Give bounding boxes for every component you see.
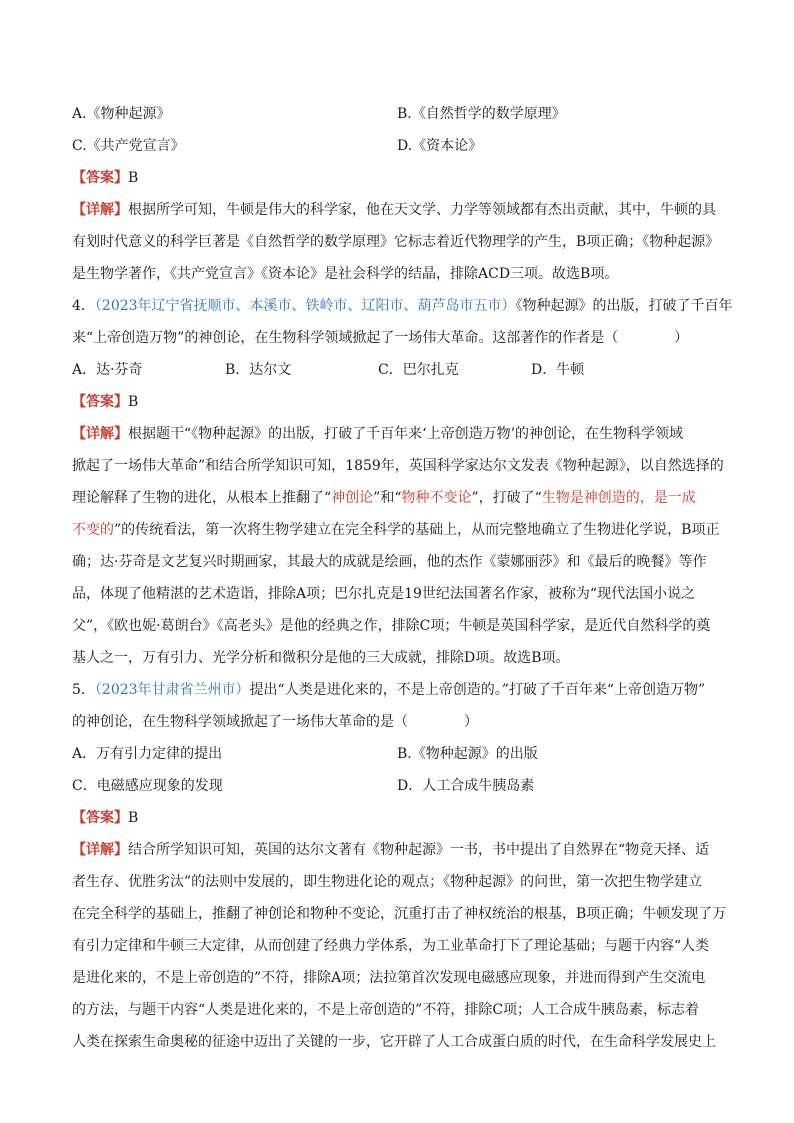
q4-options [72,354,722,386]
q3-answer-value: B [128,170,139,186]
q4-detail-line: 基人之一，万有引力、光学分析和微积分是他的三大成就，排除D项。故选B项。 [72,650,570,666]
q4-stem-line: 来“上帝创造万物”的神创论，在生物科学领域掀起了一场伟大革命。这部著作的作者是（ ） [72,330,689,346]
q5-answer [72,802,722,834]
q5-detail-line: 在完全科学的基础上，推翻了神创论和物种不变论，沉重打击了神权统治的根基，B项正确；牛顿发现了万 [72,906,727,922]
q3-detail-line: 有划时代意义的科学巨著是《自然哲学的数学原理》它标志着近代物理学的产生，B项正确；《物种起源》 [72,234,720,250]
q5-detail-line: 有引力定律和牛顿三大定律，从而创建了经典力学体系，为工业革命打下了理论基础；与题干内容“人类 [72,938,710,954]
q4-option-d: D．牛顿 [531,362,585,378]
q5-stem-line: 提出“人类是进化来的，不是上帝创造的。”打破了千百年来“上帝创造万物” [249,682,706,698]
q4-number: 4． [72,298,95,314]
q4-detail-line: 掀起了一场伟大革命”和结合所学知识可知，1859年，英国科学家达尔文发表《物种起源》，以自然选择的 [72,458,724,474]
q3-option-d: D.《资本论》 [397,138,483,154]
q5-number: 5． [72,682,95,698]
q5-options-row-2 [72,770,722,802]
q3-detail-tag: 【详解】 [72,202,128,218]
q3-answer-tag: 【答案】 [72,170,128,186]
q4-detail-text: ”，打破了“ [471,490,542,506]
q4-detail-highlight: 不变的 [72,522,114,538]
q4-detail-line: 确；达·芬奇是文艺复兴时期画家，其最大的成就是绘画，他的杰作《蒙娜丽莎》和《最后的晚餐》等作 [72,554,707,570]
q5-stem-line: 的神创论，在生物科学领域掀起了一场伟大革命的是（ ） [72,714,478,730]
q5-option-b: B.《物种起源》的出版 [397,746,538,762]
q4-detail-highlight: 生物是神创造的，是一成 [541,490,696,506]
q4-answer [72,386,722,418]
q4-detail-line: 品，体现了他精湛的艺术造诣，排除A项；巴尔扎克是19世纪法国著名作家，被称为“现代法国小说之 [72,586,696,602]
q3-options-row-2 [72,130,722,162]
q4-answer-value: B [128,394,139,410]
q5-source: （2023年甘肃省兰州市） [94,682,250,698]
q4-detail-tag: 【详解】 [72,426,128,442]
q4-detail-highlight: 物种不变论 [401,490,472,506]
q5-detail [72,834,727,1058]
q5-options-row-1 [72,738,722,770]
q3-option-a: A.《物种起源》 [72,106,171,122]
q5-detail-tag: 【详解】 [72,842,128,858]
q5-stem [72,674,722,706]
q4-detail-line: 父”，《欧也妮·葛朗台》《高老头》是他的经典之作，排除C项；牛顿是英国科学家，是近代自然科学的奠 [72,618,711,634]
q5-detail-line: 的方法，与题干内容“人类是进化来的，不是上帝创造的”不符，排除C项；人工合成牛胰岛素，标志着 [72,1002,700,1018]
q4-option-b: B．达尔文 [225,362,292,378]
q4-source: （2023年辽宁省抚顺市、本溪市、铁岭市、辽阳市、葫芦岛市五市） [94,298,516,314]
q5-option-c: C．电磁感应现象的发现 [72,778,223,794]
q4-detail [72,418,722,674]
q3-options-row-1 [72,98,722,130]
q5-detail-line: 者生存、优胜劣汰”的法则中发展的，即生物进化论的观点；《物种起源》的问世，第一次把生物学建立 [72,874,703,890]
q5-detail-line: 是进化来的，不是上帝创造的”不符，排除A项；法拉第首次发现电磁感应现象，并进而得到产生交流电 [72,970,706,986]
q3-answer [72,162,722,194]
q4-detail-text: ”的传统看法，第一次将生物学建立在完全科学的基础上，从而完整地确立了生物进化学说，B项正 [114,522,720,538]
q4-detail-text: 理论解释了生物的进化，从根本上推翻了“ [72,490,332,506]
q4-answer-tag: 【答案】 [72,394,128,410]
q5-option-a: A．万有引力定律的提出 [72,746,223,762]
q3-detail-line: 是生物学著作，《共产党宣言》《资本论》是社会科学的结晶，排除ACD三项。故选B项。 [72,266,619,282]
q4-detail-text: ”和“ [373,490,402,506]
q3-option-b: B.《自然哲学的数学原理》 [397,106,566,122]
q3-detail [72,194,722,290]
q4-option-a: A．达·芬奇 [72,362,143,378]
q3-detail-line: 根据所学可知，牛顿是伟大的科学家，他在天文学、力学等领域都有杰出贡献，其中，牛顿的具 [128,202,716,218]
q4-detail-line: 根据题干“《物种起源》的出版，打破了千百年来‘上帝创造万物’的神创论，在生物科学领域 [128,426,684,442]
q4-option-c: C．巴尔扎克 [378,362,459,378]
q5-detail-line: 人类在探索生命奥秘的征途中迈出了关键的一步，它开辟了人工合成蛋白质的时代，在生命科学发展史上 [72,1034,716,1050]
q4-stem-line: 《物种起源》的出版，打破了千百年 [515,298,733,314]
q4-stem [72,290,733,322]
q5-option-d: D．人工合成牛胰岛素 [397,778,535,794]
q5-detail-line: 结合所学知识可知，英国的达尔文著有《物种起源》一书，书中提出了自然界在“物竞天择、适 [128,842,710,858]
q5-answer-value: B [128,810,139,826]
q5-answer-tag: 【答案】 [72,810,128,826]
q4-detail-highlight: 神创论 [331,490,374,506]
page-content [72,98,733,1058]
q3-option-c: C.《共产党宣言》 [72,138,185,154]
